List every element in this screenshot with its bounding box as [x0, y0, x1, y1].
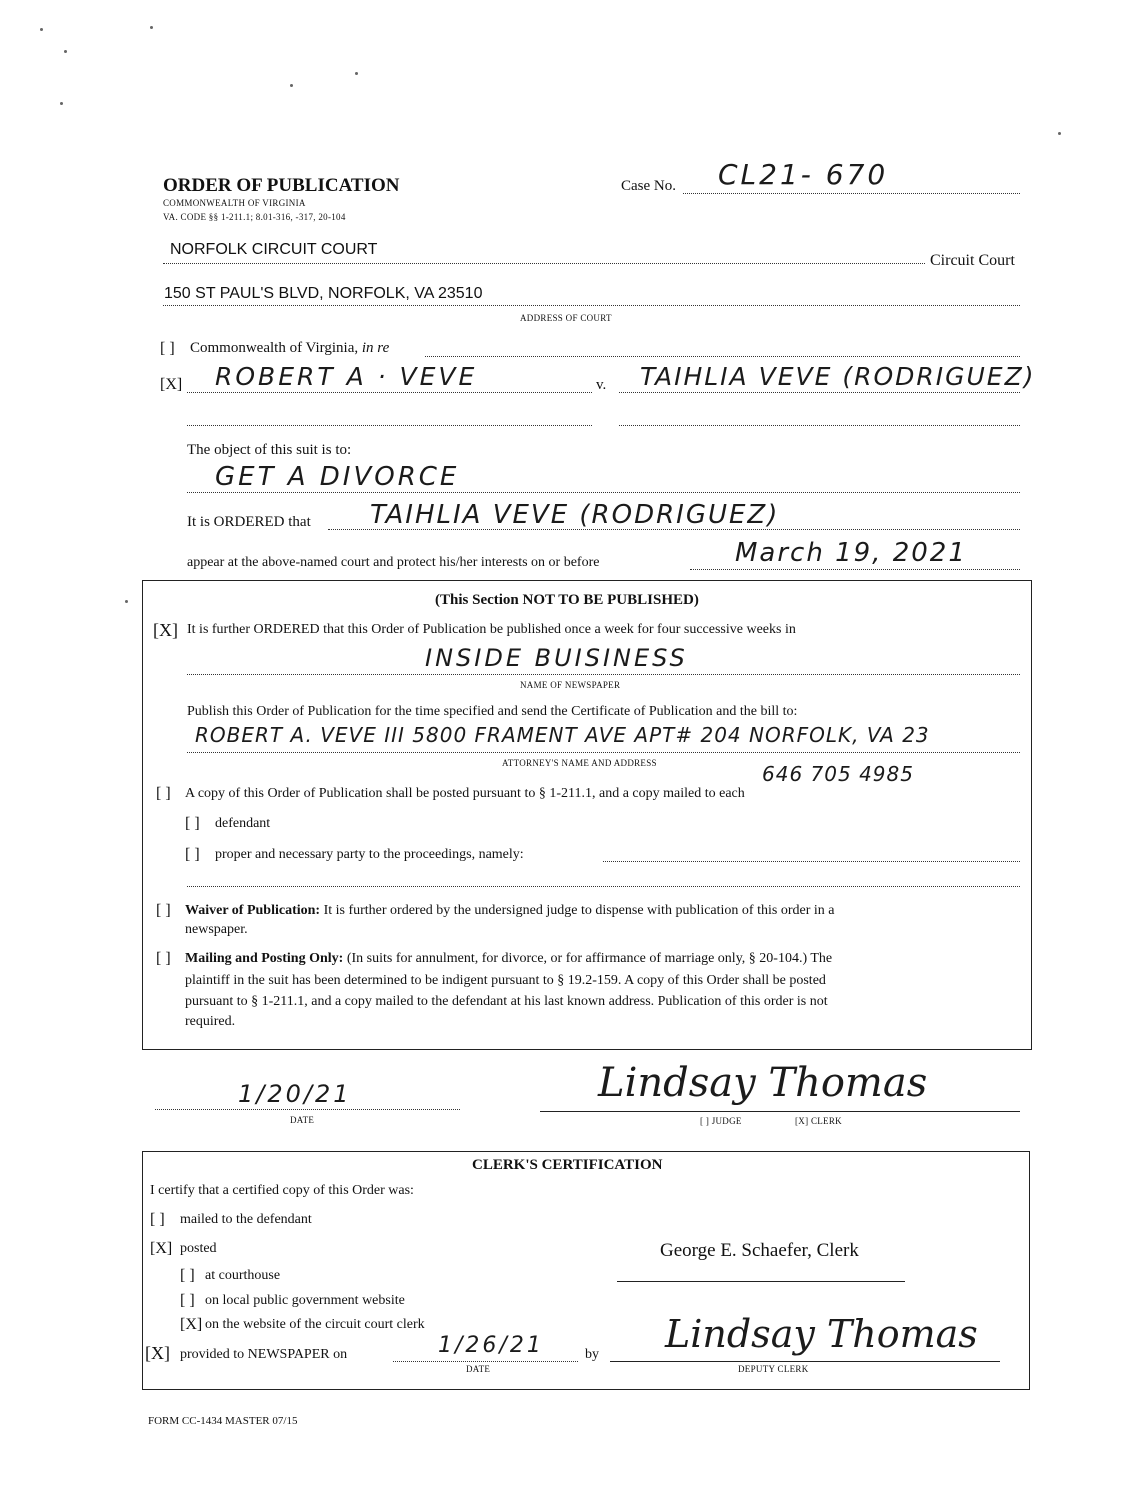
object-value: GET A DIVORCE	[215, 462, 460, 492]
judge-signature: Lindsay Thomas	[598, 1060, 928, 1106]
clerk-label: [X] CLERK	[795, 1116, 842, 1126]
provided-date-caption: DATE	[466, 1364, 491, 1374]
circuit-website-text: on the website of the circuit court clerk	[205, 1317, 425, 1332]
scan-speck	[60, 102, 63, 105]
scan-speck	[1058, 132, 1061, 135]
ordered-label: It is ORDERED that	[187, 514, 311, 530]
mailed-checkbox[interactable]: [ ]	[150, 1211, 165, 1228]
mailed-text: mailed to the defendant	[180, 1212, 312, 1227]
commonwealth-label	[190, 340, 389, 357]
clerk-name: George E. Schaefer, Clerk	[660, 1240, 859, 1261]
circuit-website-checkbox[interactable]: [X]	[180, 1316, 203, 1333]
commonwealth-text: Commonwealth of Virginia,	[190, 340, 359, 356]
attorney-address: ROBERT A. VEVE III 5800 FRAMENT AVE APT# 204 NORFOLK, VA 23	[195, 723, 930, 747]
mailing-text-4: required.	[185, 1014, 236, 1029]
courthouse-text: at courthouse	[205, 1268, 281, 1283]
plaintiff-name: ROBERT A · VEVE	[215, 362, 478, 391]
court-name: NORFOLK CIRCUIT COURT	[170, 241, 378, 258]
waiver-bold: Waiver of Publication:	[185, 903, 321, 918]
deputy-signature: Lindsay Thomas	[665, 1312, 978, 1356]
gov-website-checkbox[interactable]: [ ]	[180, 1292, 195, 1309]
mailing-bold: Mailing and Posting Only:	[185, 951, 344, 966]
form-title: ORDER OF PUBLICATION	[163, 175, 400, 196]
object-label: The object of this suit is to:	[187, 442, 352, 458]
court-name-line	[163, 263, 925, 264]
scan-speck	[64, 50, 67, 53]
defendant-text: defendant	[215, 816, 271, 831]
defendant-checkbox[interactable]: [ ]	[185, 815, 200, 832]
appear-date: March 19, 2021	[735, 538, 967, 568]
defendant-line-2	[619, 425, 1020, 426]
copy-text: A copy of this Order of Publication shall be posted pursuant to § 1-211.1, and a copy mailed to each	[185, 786, 745, 801]
order-date-line	[155, 1109, 460, 1110]
mailing-line-1	[185, 951, 832, 967]
appear-date-line	[690, 569, 1020, 570]
copy-checkbox[interactable]: [ ]	[156, 785, 171, 802]
provided-checkbox[interactable]: [X]	[145, 1343, 170, 1363]
newspaper-caption: NAME OF NEWSPAPER	[520, 680, 621, 690]
appear-text: appear at the above-named court and protect his/her interests on or before	[187, 555, 600, 570]
waiver-text-2: newspaper.	[185, 922, 248, 937]
order-date-caption: DATE	[290, 1115, 315, 1125]
mailing-text-3: pursuant to § 1-211.1, and a copy mailed to the defendant at his last known address. Publication of this order is not	[185, 994, 828, 1009]
mailing-checkbox[interactable]: [ ]	[156, 950, 171, 967]
waiver-line-1	[185, 903, 834, 919]
ordered-party: TAIHLIA VEVE (RODRIGUEZ)	[370, 500, 780, 530]
party-checkbox[interactable]: [X]	[160, 376, 183, 393]
form-subtitle: COMMONWEALTH OF VIRGINIA	[163, 198, 306, 208]
judge-label: [ ] JUDGE	[700, 1116, 742, 1126]
mailing-text: (In suits for annulment, for divorce, or for affirmance of marriage only, § 20-104.) The	[346, 951, 833, 966]
section-heading: (This Section NOT TO BE PUBLISHED)	[435, 592, 699, 608]
versus-label: v.	[596, 377, 607, 393]
scan-speck	[125, 600, 128, 603]
party-line-2	[187, 886, 1020, 887]
plaintiff-line	[187, 392, 592, 393]
provided-date-line	[393, 1361, 578, 1362]
case-label: Case No.	[621, 178, 676, 194]
provided-text: provided to NEWSPAPER on	[180, 1347, 348, 1362]
in-re-line	[425, 356, 1020, 357]
attorney-line	[187, 752, 1020, 753]
court-suffix: Circuit Court	[930, 252, 1015, 269]
publish-text: It is further ORDERED that this Order of Publication be published once a week for four successive weeks in	[187, 622, 796, 637]
courthouse-checkbox[interactable]: [ ]	[180, 1267, 195, 1284]
plaintiff-line-2	[187, 425, 592, 426]
mailing-text-2: plaintiff in the suit has been determined to be indigent pursuant to § 19.2-159. A copy of this Order shall be posted	[185, 973, 826, 988]
clerk-name-line	[617, 1281, 905, 1282]
send-text: Publish this Order of Publication for the time specified and send the Certificate of Publication and the bill to:	[187, 704, 798, 719]
party-checkbox-proceedings[interactable]: [ ]	[185, 846, 200, 863]
va-code: VA. CODE §§ 1-211.1; 8.01-316, -317, 20-104	[163, 212, 346, 222]
deputy-signature-line	[610, 1361, 1000, 1362]
scan-speck	[150, 26, 153, 29]
newspaper-name: INSIDE BUISINESS	[425, 644, 688, 672]
order-date: 1/20/21	[238, 1080, 352, 1108]
defendant-line	[619, 392, 1020, 393]
by-label: by	[585, 1347, 599, 1362]
party-text: proper and necessary party to the proceedings, namely:	[215, 847, 524, 862]
case-number-line	[683, 193, 1020, 194]
waiver-checkbox[interactable]: [ ]	[156, 902, 171, 919]
certification-intro: I certify that a certified copy of this Order was:	[150, 1183, 414, 1198]
object-line	[187, 492, 1020, 493]
form-id: FORM CC-1434 MASTER 07/15	[148, 1415, 298, 1427]
judge-signature-line	[540, 1111, 1020, 1112]
in-re-text: in re	[361, 340, 390, 356]
party-line	[603, 861, 1020, 862]
provided-date: 1/26/21	[438, 1333, 544, 1358]
scan-speck	[290, 84, 293, 87]
certification-heading: CLERK'S CERTIFICATION	[472, 1157, 663, 1173]
posted-checkbox[interactable]: [X]	[150, 1240, 173, 1257]
deputy-caption: DEPUTY CLERK	[738, 1364, 809, 1374]
posted-text: posted	[180, 1241, 217, 1256]
scan-speck	[355, 72, 358, 75]
commonwealth-checkbox[interactable]: [ ]	[160, 340, 175, 357]
newspaper-line	[187, 674, 1020, 675]
gov-website-text: on local public government website	[205, 1293, 405, 1308]
case-number: CL21- 670	[718, 158, 889, 191]
court-address-line	[163, 305, 1020, 306]
attorney-caption: ATTORNEY'S NAME AND ADDRESS	[502, 758, 657, 768]
publish-checkbox[interactable]: [X]	[153, 620, 178, 640]
court-address: 150 ST PAUL'S BLVD, NORFOLK, VA 23510	[164, 285, 483, 302]
defendant-name: TAIHLIA VEVE (RODRIGUEZ)	[640, 362, 1036, 391]
scan-speck	[40, 28, 43, 31]
waiver-text: It is further ordered by the undersigned judge to dispense with publication of this order in a	[323, 903, 835, 918]
address-caption: ADDRESS OF COURT	[520, 313, 612, 323]
attorney-phone: 646 705 4985	[762, 762, 914, 786]
